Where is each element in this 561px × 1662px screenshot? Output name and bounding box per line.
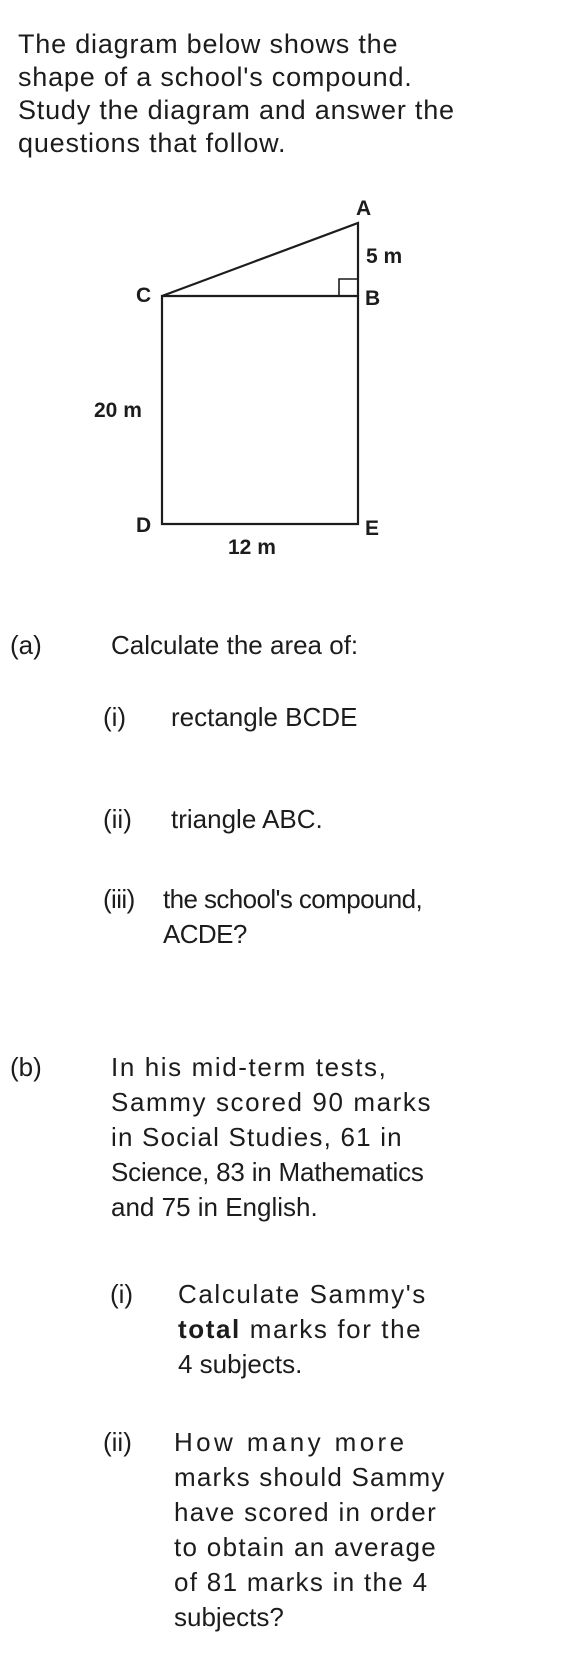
item-line: the school's compound, xyxy=(163,884,423,914)
compound-diagram xyxy=(0,195,561,595)
intro-line: questions that follow. xyxy=(18,128,287,158)
compound-diagram-svg xyxy=(0,195,561,595)
right-angle-mark xyxy=(339,279,358,296)
part-b-heading xyxy=(10,1050,550,1230)
item-line: Calculate Sammy's xyxy=(178,1279,427,1309)
item-line-rest: marks for the xyxy=(240,1314,423,1344)
vertex-a-label: A xyxy=(356,197,372,220)
part-a-item-iii xyxy=(103,882,543,952)
item-text xyxy=(174,1425,446,1635)
vertex-b-label: B xyxy=(365,287,381,310)
item-text: rectangle BCDE xyxy=(171,702,358,732)
length-ab-label: 5 m xyxy=(366,245,403,268)
item-line: of 81 marks in the 4 xyxy=(174,1567,429,1597)
item-line: to obtain an average xyxy=(174,1532,438,1562)
intro-line: shape of a school's compound. xyxy=(18,62,413,92)
item-line: ACDE? xyxy=(163,919,247,949)
item-text xyxy=(178,1277,427,1382)
intro-line: The diagram below shows the xyxy=(18,29,399,59)
part-b-marker: (b) xyxy=(10,1052,42,1082)
item-line: How many more xyxy=(174,1427,408,1457)
part-a-marker: (a) xyxy=(10,630,42,660)
item-line: subjects? xyxy=(174,1602,284,1632)
item-marker: (i) xyxy=(103,702,127,732)
item-marker: (ii) xyxy=(103,1427,132,1457)
item-line: have scored in order xyxy=(174,1497,438,1527)
item-marker: (iii) xyxy=(103,884,135,914)
item-line: 4 subjects. xyxy=(178,1349,303,1379)
part-b-line: In his mid-term tests, xyxy=(111,1052,388,1082)
intro-line: Study the diagram and answer the xyxy=(18,95,455,125)
triangle-abc xyxy=(162,223,358,296)
item-line: marks should Sammy xyxy=(174,1462,446,1492)
vertex-e-label: E xyxy=(365,517,380,540)
item-marker: (ii) xyxy=(103,804,132,834)
length-de-label: 12 m xyxy=(228,536,276,559)
part-a-prompt: Calculate the area of: xyxy=(111,630,359,660)
part-b-item-ii xyxy=(103,1425,548,1645)
part-b-item-i xyxy=(110,1277,550,1387)
item-text xyxy=(163,882,422,952)
intro-paragraph xyxy=(18,28,543,160)
item-line xyxy=(178,1312,427,1347)
emphasis-total: total xyxy=(178,1314,241,1344)
part-b-line: Sammy scored 90 marks xyxy=(111,1087,433,1117)
item-text: triangle ABC. xyxy=(171,804,323,834)
part-b-line: Science, 83 in Mathematics xyxy=(111,1157,424,1187)
vertex-d-label: D xyxy=(136,514,152,537)
rectangle-bcde xyxy=(162,296,358,524)
vertex-c-label: C xyxy=(136,284,152,307)
part-b-line: in Social Studies, 61 in xyxy=(111,1122,403,1152)
part-b-text xyxy=(111,1050,432,1225)
part-b-line: and 75 in English. xyxy=(111,1192,318,1222)
item-marker: (i) xyxy=(110,1279,134,1309)
length-cd-label: 20 m xyxy=(94,399,142,422)
